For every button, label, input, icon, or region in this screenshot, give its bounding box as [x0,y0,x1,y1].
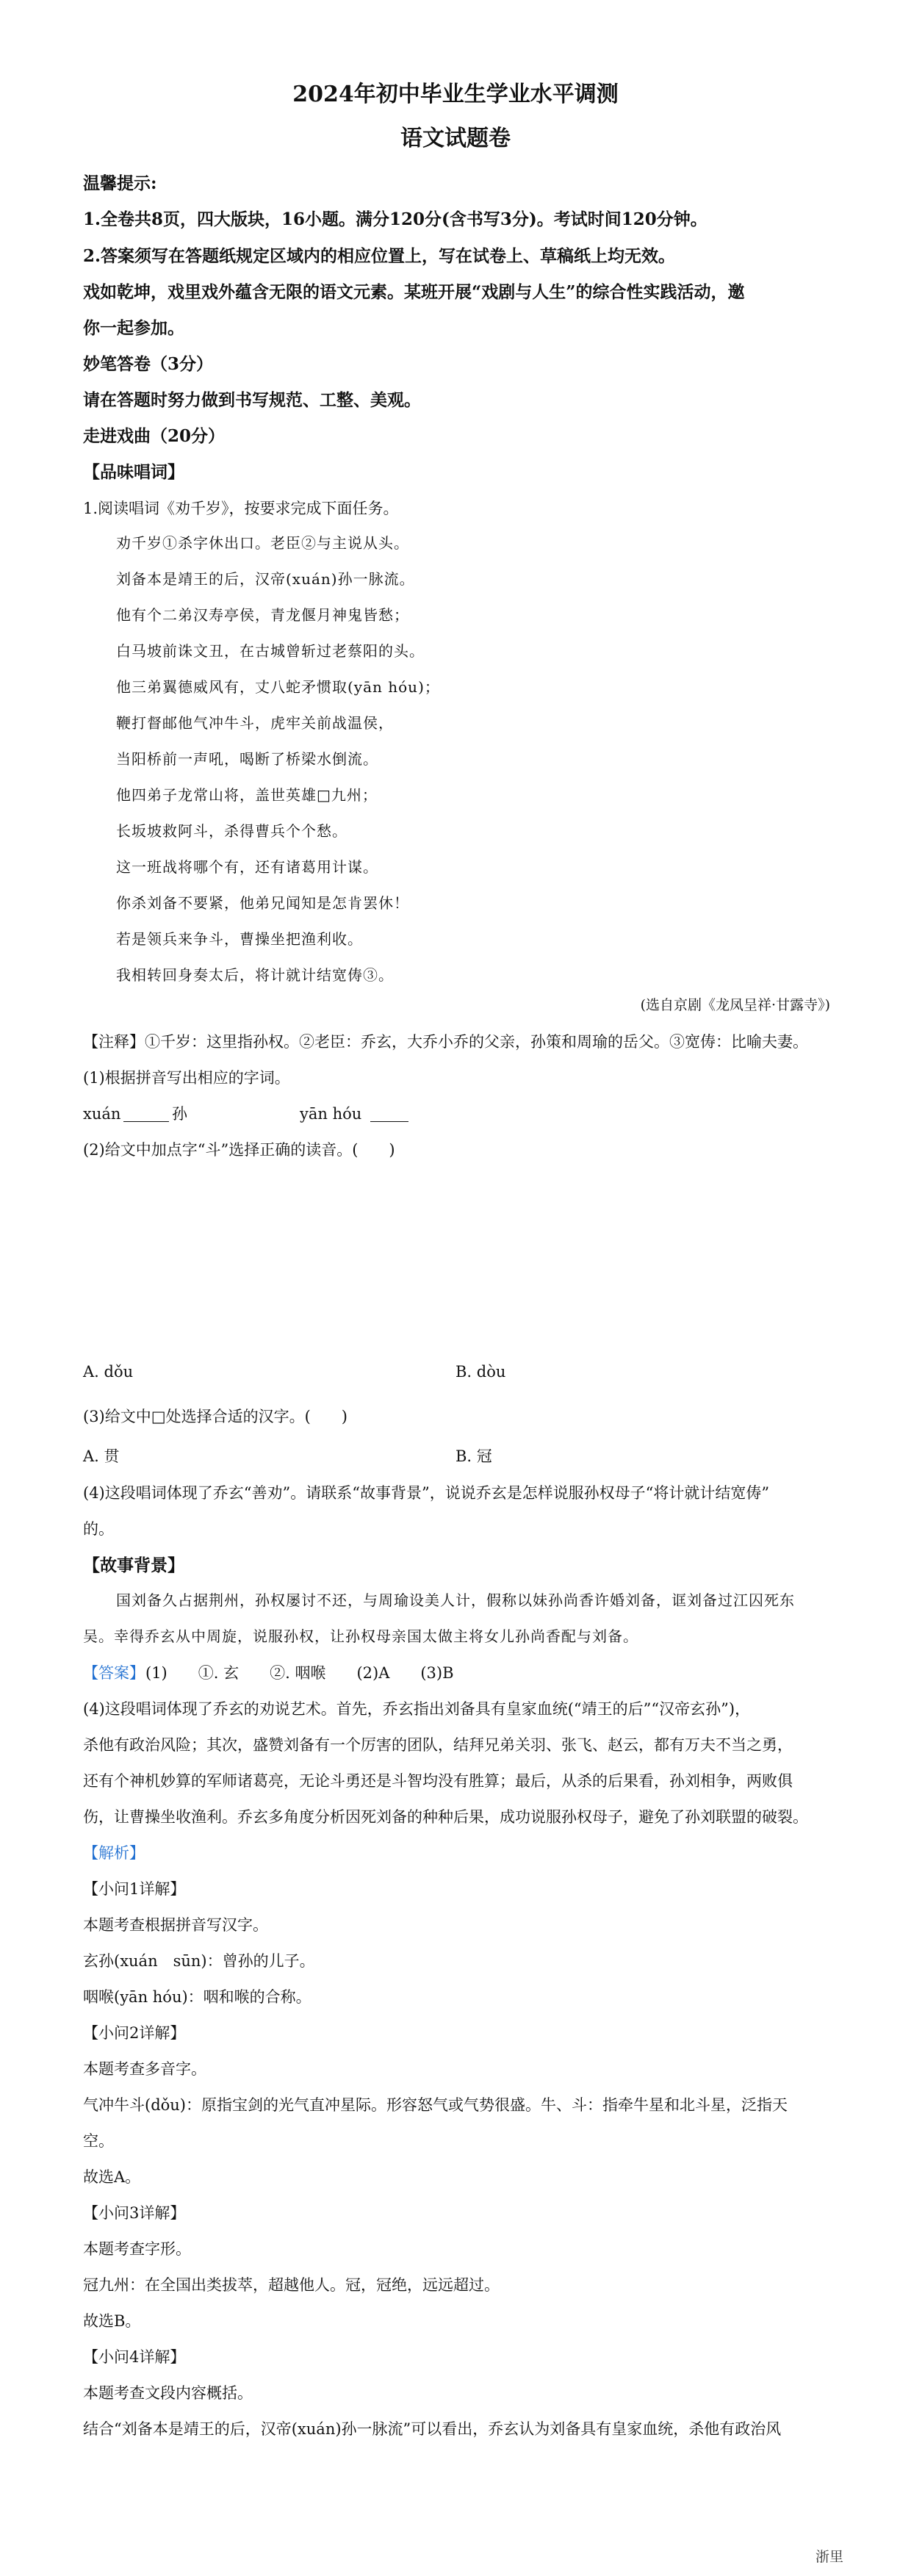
option-b: B. dòu [455,1363,506,1381]
pinyin-xuan: xuán [83,1105,121,1123]
analysis-label: 【解析】 [83,1844,145,1862]
analysis-text: 空。 [83,2132,114,2150]
notes: 【注释】①千岁：这里指孙权。②老臣：乔玄，大乔小乔的父亲，孙策和周瑜的岳父。③宽俦：比喻夫妻。 [83,1033,808,1051]
answer-line-4: 还有个神机妙算的军师诸葛亮，无论斗勇还是斗智均没有胜算；最后，从杀的后果看，孙刘相争，两败俱 [83,1772,793,1790]
background-heading: 【故事背景】 [83,1555,184,1575]
analysis-text: 本题考查根据拼音写汉字。 [83,1916,268,1934]
pinyin-yanhou: yān hóu [300,1105,362,1123]
poem-line: 当阳桥前一声吼，喝断了桥梁水倒流。 [116,750,378,768]
analysis-text: 冠九州：在全国出类拔萃，超越他人。冠，冠绝，远远超过。 [83,2276,500,2294]
analysis-text: 本题考查文段内容概括。 [83,2384,253,2402]
opera-subsection-heading: 【品味唱词】 [83,462,184,482]
analysis-part-1-heading: 【小问1详解】 [83,1880,186,1898]
page-title: 2024年初中毕业生学业水平调测 [292,82,619,107]
poem-line: 他四弟子龙常山将，盖世英雄□九州； [116,786,378,804]
poem-line: 白马坡前诛文丑，在古城曾斩过老蔡阳的头。 [116,642,425,660]
poem-line: 劝千岁①杀字休出口。老臣②与主说从头。 [116,534,409,552]
writing-section-heading: 妙笔答卷（3分） [83,354,214,374]
opera-section-heading: 走进戏曲（20分） [83,426,226,446]
answer-label: 【答案】 [83,1664,145,1682]
pinyin-sun-char: 孙 [172,1105,187,1123]
answer-blank [370,1121,408,1122]
tips-heading: 温馨提示: [83,173,157,193]
poem-line: 他三弟翼德威风有，丈八蛇矛惯取(yān hóu)； [116,678,440,696]
poem-line: 鞭打督邮他气冲牛斗，虎牢关前战温侯， [116,714,394,732]
question-1-3: (3)给文中□处选择合适的汉字。( ) [83,1408,348,1425]
analysis-text: 玄孙(xuán sūn)：曾孙的儿子。 [83,1952,315,1970]
background-line-1: 国刘备久占据荆州，孙权屡讨不还，与周瑜设美人计，假称以妹孙尚香许婚刘备，诓刘备过江囚死东 [116,1591,795,1609]
intro-line-1: 戏如乾坤，戏里戏外蕴含无限的语文元素。某班开展“戏剧与人生”的综合性实践活动，邀 [83,282,745,302]
poem-line: 长坂坡救阿斗，杀得曹兵个个愁。 [116,822,348,840]
poem-line: 他有个二弟汉寿亭侯，青龙偃月神鬼皆愁； [116,606,409,624]
background-line-2: 吴。幸得乔玄从中周旋，说服孙权，让孙权母亲国太做主将女儿孙尚香配与刘备。 [83,1627,638,1645]
option-a: A. 贯 [83,1447,120,1465]
answer-line-3: 杀他有政治风险；其次，盛赞刘备有一个厉害的团队，结拜兄弟关羽、张飞、赵云，都有万夫不当之勇， [83,1736,793,1754]
question-1-1: (1)根据拼音写出相应的字词。 [83,1069,290,1087]
poem-line: 我相转回身奏太后，将计就计结宽俦③。 [116,966,394,984]
analysis-part-4-heading: 【小问4详解】 [83,2348,186,2366]
intro-line-2: 你一起参加。 [83,318,184,338]
option-b: B. 冠 [455,1447,492,1465]
analysis-part-3-heading: 【小问3详解】 [83,2204,186,2222]
writing-section-text: 请在答题时努力做到书写规范、工整、美观。 [83,390,421,410]
question-1-4-line-2: 的。 [83,1520,114,1538]
question-1-prompt: 1.阅读唱词《劝千岁》，按要求完成下面任务。 [83,500,399,517]
page-subtitle: 语文试题卷 [400,126,511,151]
poem-line: 若是领兵来争斗，曹操坐把渔利收。 [116,930,363,948]
analysis-text: 气冲牛斗(dǒu)：原指宝剑的光气直冲星际。形容怒气或气势很盛。牛、斗：指牵牛星和北斗星，泛指天 [83,2096,788,2114]
poem-line: 刘备本是靖王的后，汉帝(xuán)孙一脉流。 [116,570,415,588]
poem-line: 你杀刘备不要紧，他弟兄闻知是怎肯罢休！ [116,894,409,912]
poem-source: (选自京剧《龙凤呈祥·甘露寺》) [640,997,830,1013]
tips-item-2: 2.答案须写在答题纸规定区域内的相应位置上，写在试卷上、草稿纸上均无效。 [83,246,676,266]
analysis-part-2-heading: 【小问2详解】 [83,2024,186,2042]
question-1-4-line-1: (4)这段唱词体现了乔玄“善劝”。请联系“故事背景”，说说乔玄是怎样说服孙权母子“将计就计结宽俦” [83,1484,770,1502]
tips-item-1: 1.全卷共8页，四大版块，16小题。满分120分(含书写3分)。考试时间120分钟。 [83,209,707,229]
answer-line-2: (4)这段唱词体现了乔玄的劝说艺术。首先，乔玄指出刘备具有皇家血统(“靖王的后”“汉帝玄孙”)， [83,1700,751,1718]
analysis-text: 故选A。 [83,2168,141,2186]
answer-line-1: (1) ①. 玄 ②. 咽喉 (2)A (3)B [145,1664,454,1682]
analysis-text: 本题考查多音字。 [83,2060,206,2078]
poem-line: 这一班战将哪个有，还有诸葛用计谋。 [116,858,378,876]
answer-blank [123,1121,169,1122]
analysis-text: 本题考查字形。 [83,2240,191,2258]
footer-text: 浙里 [815,2549,843,2565]
option-a: A. dǒu [83,1363,134,1381]
analysis-text: 结合“刘备本是靖王的后，汉帝(xuán)孙一脉流”可以看出，乔玄认为刘备具有皇家血统，杀他有政治风 [83,2420,782,2438]
analysis-text: 故选B。 [83,2312,141,2330]
analysis-text: 咽喉(yān hóu)：咽和喉的合称。 [83,1988,312,2006]
question-1-2: (2)给文中加点字“斗”选择正确的读音。( ) [83,1141,395,1159]
answer-line-5: 伤，让曹操坐收渔利。乔玄多角度分析因死刘备的种种后果，成功说服孙权母子，避免了孙刘联盟的破裂。 [83,1808,808,1826]
